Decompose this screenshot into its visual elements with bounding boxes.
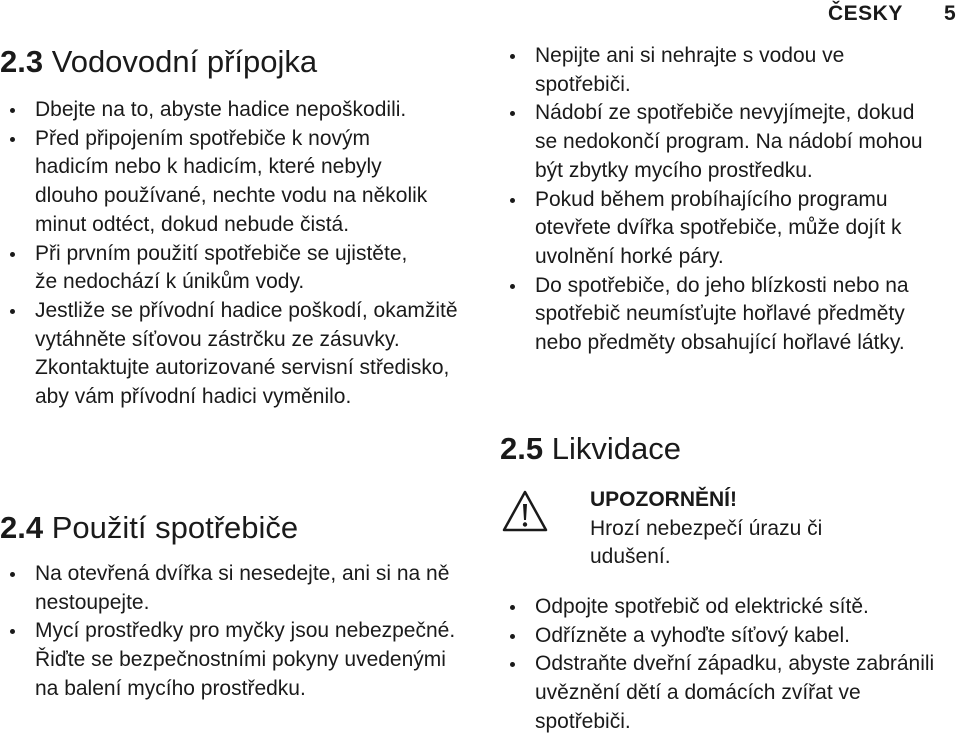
section-2-3-heading bbox=[0, 44, 317, 80]
warning-title: UPOZORNĚNÍ! bbox=[590, 488, 737, 511]
page-header bbox=[0, 2, 960, 32]
section-2-4-list-right bbox=[500, 42, 940, 358]
list-item: Pokud během probíhajícího programu otevřete dvířka spotřebiče, může dojít k uvolnění horké páry. bbox=[500, 186, 960, 272]
page-number: 5 bbox=[944, 2, 956, 25]
list-item: Mycí prostředky pro myčky jsou nebezpečné. Řiďte se bezpečnostními pokyny uvedenými na balení mycího prostředku. bbox=[0, 617, 470, 703]
list-item: Při prvním použití spotřebiče se ujistěte, že nedochází k únikům vody. bbox=[0, 240, 435, 297]
list-item: Nádobí ze spotřebiče nevyjímejte, dokud se nedokončí program. Na nádobí mohou být zbytky mycího prostředku. bbox=[500, 99, 930, 185]
warning-body: Hrozí nebezpečí úrazu či udušení. bbox=[590, 516, 823, 569]
section-title: Vodovodní přípojka bbox=[51, 44, 318, 79]
warning-triangle-icon bbox=[502, 490, 548, 532]
list-item: Před připojením spotřebiče k novým hadicím nebo k hadicím, které nebyly dlouho používané, nechte vodu na několik minut odtéct, dokud nebude čistá. bbox=[0, 125, 430, 240]
section-2-5-heading bbox=[500, 431, 681, 467]
section-2-4-heading bbox=[0, 510, 298, 546]
section-2-3-list bbox=[0, 96, 470, 412]
section-number: 2.3 bbox=[0, 44, 44, 79]
section-2-5-list bbox=[500, 593, 940, 737]
section-title: Použití spotřebiče bbox=[51, 510, 299, 545]
section-number: 2.5 bbox=[500, 431, 544, 466]
list-item: Odřízněte a vyhoďte síťový kabel. bbox=[500, 622, 960, 651]
section-number: 2.4 bbox=[0, 510, 44, 545]
list-item: Jestliže se přívodní hadice poškodí, okamžitě vytáhněte síťovou zástrčku ze zásuvky. Zkontaktujte autorizované servisní středisko, aby vám přívodní hadici vyměnilo. bbox=[0, 297, 470, 412]
language-label: ČESKY bbox=[828, 2, 903, 25]
list-item: Na otevřená dvířka si nesedejte, ani si na ně nestoupejte. bbox=[0, 560, 470, 617]
section-2-4-list-left bbox=[0, 560, 470, 704]
list-item: Nepijte ani si nehrajte s vodou ve spotřebiči. bbox=[500, 42, 925, 99]
section-title: Likvidace bbox=[551, 431, 681, 466]
list-item: Odstraňte dveřní západku, abyste zabránili uvěznění dětí a domácích zvířat ve spotřebiči. bbox=[500, 650, 935, 736]
list-item: Dbejte na to, abyste hadice nepoškodili. bbox=[0, 96, 455, 125]
list-item: Odpojte spotřebič od elektrické sítě. bbox=[500, 593, 960, 622]
list-item: Do spotřebiče, do jeho blízkosti nebo na spotřebič neumísťujte hořlavé předměty nebo předměty obsahující hořlavé látky. bbox=[500, 272, 935, 358]
warning-box bbox=[590, 486, 950, 572]
